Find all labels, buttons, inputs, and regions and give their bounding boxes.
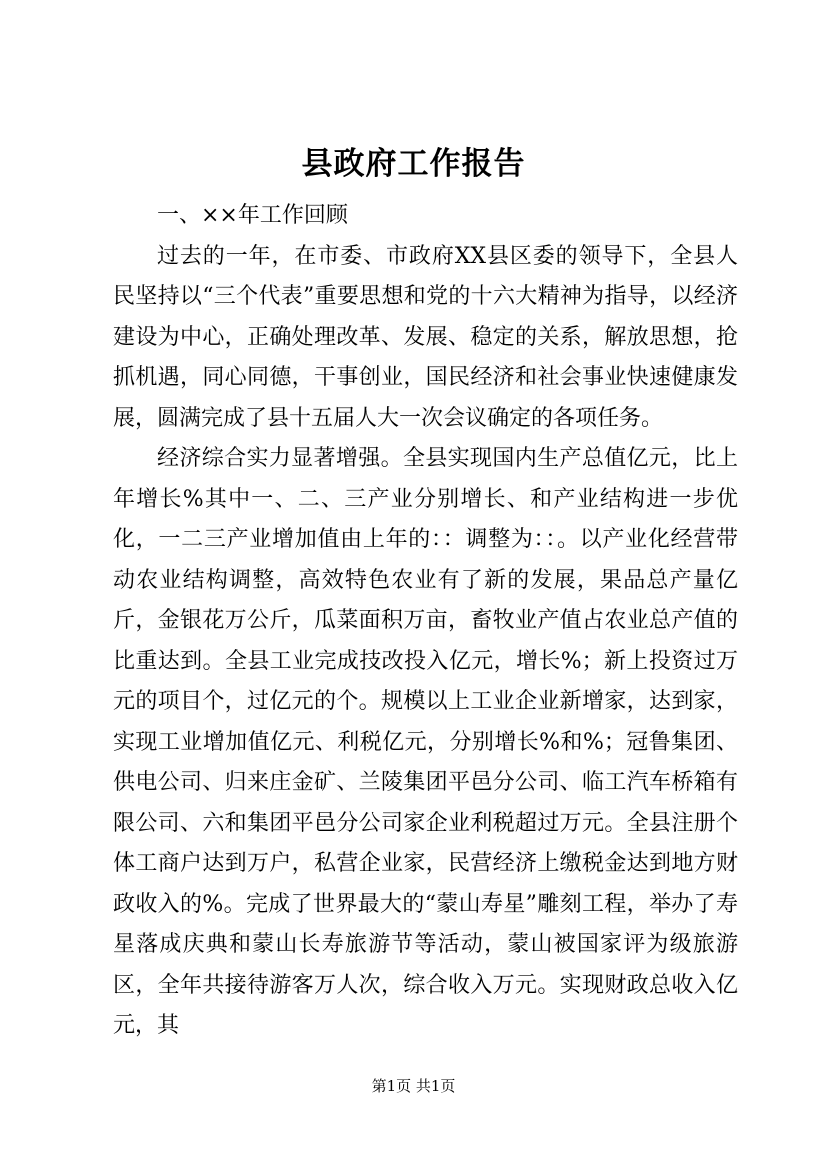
document-body: [113, 196, 738, 1047]
page-title: 县政府工作报告: [301, 146, 526, 182]
page-number: 第1页 共1页: [371, 1077, 456, 1095]
paragraph: 经济综合实力显著增强。全县实现国内生产总值亿元，比上年增长%其中一、二、三产业分别增长、和产业结构进一步优化，一二三产业增加值由上年的：：调整为：：。以产业化经营带动农业结构调整，高效特色农业有了新的发展，果品总产量亿斤，金银花万公斤，瓜菜面积万亩，畜牧业产值占农业总产值的比重达到。全县工业完成技改投入亿元，增长%；新上投资过万元的项目个，过亿元的个。规模以上工业企业新增家，达到家，实现工业增加值亿元、利税亿元，分别增长%和%；冠鲁集团、供电公司、归来庄金矿、兰陵集团平邑分公司、临工汽车桥箱有限公司、六和集团平邑分公司家企业利税超过万元。全县注册个体工商户达到万户，私营企业家，民营经济上缴税金达到地方财政收入的%。完成了世界最大的“蒙山寿星”雕刻工程，举办了寿星落成庆典和蒙山长寿旅游节等活动，蒙山被国家评为级旅游区，全年共接待游客万人次，综合收入万元。实现财政总收入亿元，其: [113, 446, 738, 1038]
paragraph: 过去的一年，在市委、市政府XX县区委的领导下，全县人民坚持以“三个代表”重要思想和党的十六大精神为指导，以经济建设为中心，正确处理改革、发展、稳定的关系，解放思想，抢抓机遇，同心同德，干事创业，国民经济和社会事业快速健康发展，圆满完成了县十五届人大一次会议确定的各项任务。: [113, 243, 738, 431]
section-heading: 一、××年工作回顾: [157, 203, 348, 228]
